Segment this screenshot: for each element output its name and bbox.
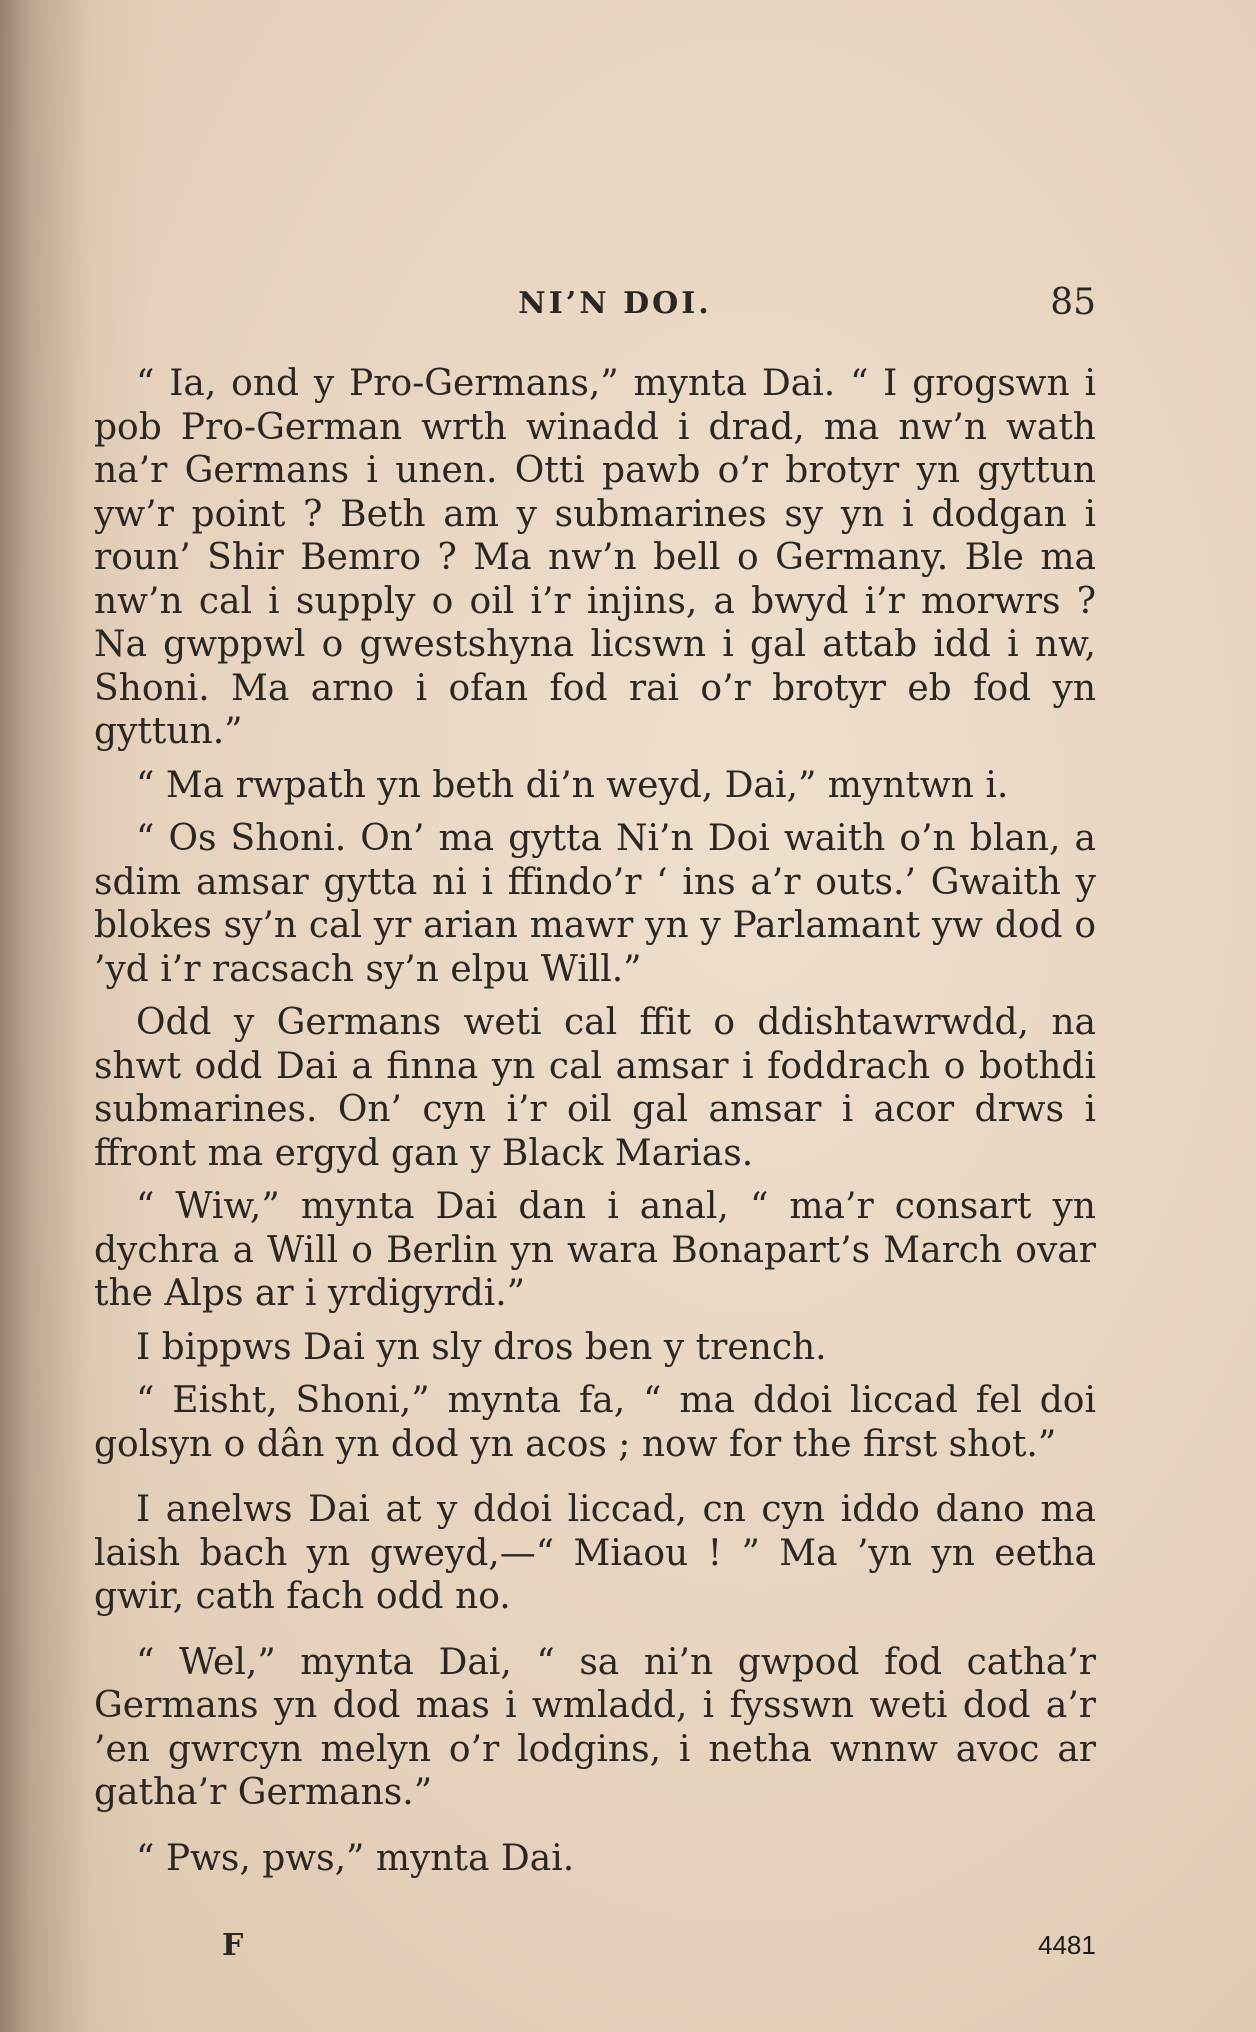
signature-mark: F <box>222 1928 244 1963</box>
paragraph: I anelws Dai at y ddoi liccad, cn cyn iddo dano ma laish bach yn gweyd,—“ Miaou ! ” Ma ’yn yn eetha gwir, cath fach odd no. <box>94 1489 1096 1617</box>
page-header <box>94 282 1096 332</box>
running-head: NI’N DOI. <box>518 286 712 321</box>
paragraph: I bippws Dai yn sly dros ben y trench. <box>136 1326 827 1368</box>
paragraph: “ Eisht, Shoni,” mynta fa, “ ma ddoi liccad fel doi golsyn o dân yn dod yn acos ; now for the first shot.” <box>94 1380 1096 1465</box>
paragraph: “ Ma rwpath yn beth di’n weyd, Dai,” myntwn i. <box>136 764 1009 806</box>
paragraph: Odd y Germans weti cal ffit o ddishtawrwdd, na shwt odd Dai a finna yn cal amsar i foddrach o bothdi submarines. On’ cyn i’r oil gal amsar i acor drws i ffront ma ergyd gan y Black Marias. <box>94 1002 1096 1174</box>
body-text <box>94 362 1096 1890</box>
paragraph: “ Ia, ond y Pro-Germans,” mynta Dai. “ I grogswn i pob Pro-German wrth winadd i drad, ma nw’n wath na’r Germans i unen. Otti pawb o’r brotyr yn gyttun yw’r point ? Beth am y submarines sy yn i dodgan i roun’ Shir Bemro ? Ma nw’n bell o Germany. Ble ma nw’n cal i supply o oil i’r injins, a bwyd i’r morwrs ? Na gwppwl o gwestshyna licswn i gal attab idd i nw, Shoni. Ma arno i ofan fod rai o’r brotyr eb fod yn gyttun.” <box>94 363 1096 752</box>
library-stamp-number: 4481 <box>1038 1930 1096 1960</box>
paragraph: “ Os Shoni. On’ ma gytta Ni’n Doi waith o’n blan, a sdim amsar gytta ni i ffindo’r ‘ ins a’r outs.’ Gwaith y blokes sy’n cal yr arian mawr yn y Parlamant yw dod o ’yd i’r racsach sy’n elpu Will.” <box>94 818 1096 990</box>
paragraph: “ Wel,” mynta Dai, “ sa ni’n gwpod fod catha’r Germans yn dod mas i wmladd, i fysswn weti dod a’r ’en gwrcyn melyn o’r lodgins, i netha wnnw avoc ar gatha’r Germans.” <box>94 1641 1096 1813</box>
paragraph: “ Pws, pws,” mynta Dai. <box>136 1837 575 1879</box>
paragraph: “ Wiw,” mynta Dai dan i anal, “ ma’r consart yn dychra a Will o Berlin yn wara Bonapart’s March ovar the Alps ar i yrdigyrdi.” <box>94 1186 1096 1314</box>
page-number: 85 <box>1050 282 1096 323</box>
